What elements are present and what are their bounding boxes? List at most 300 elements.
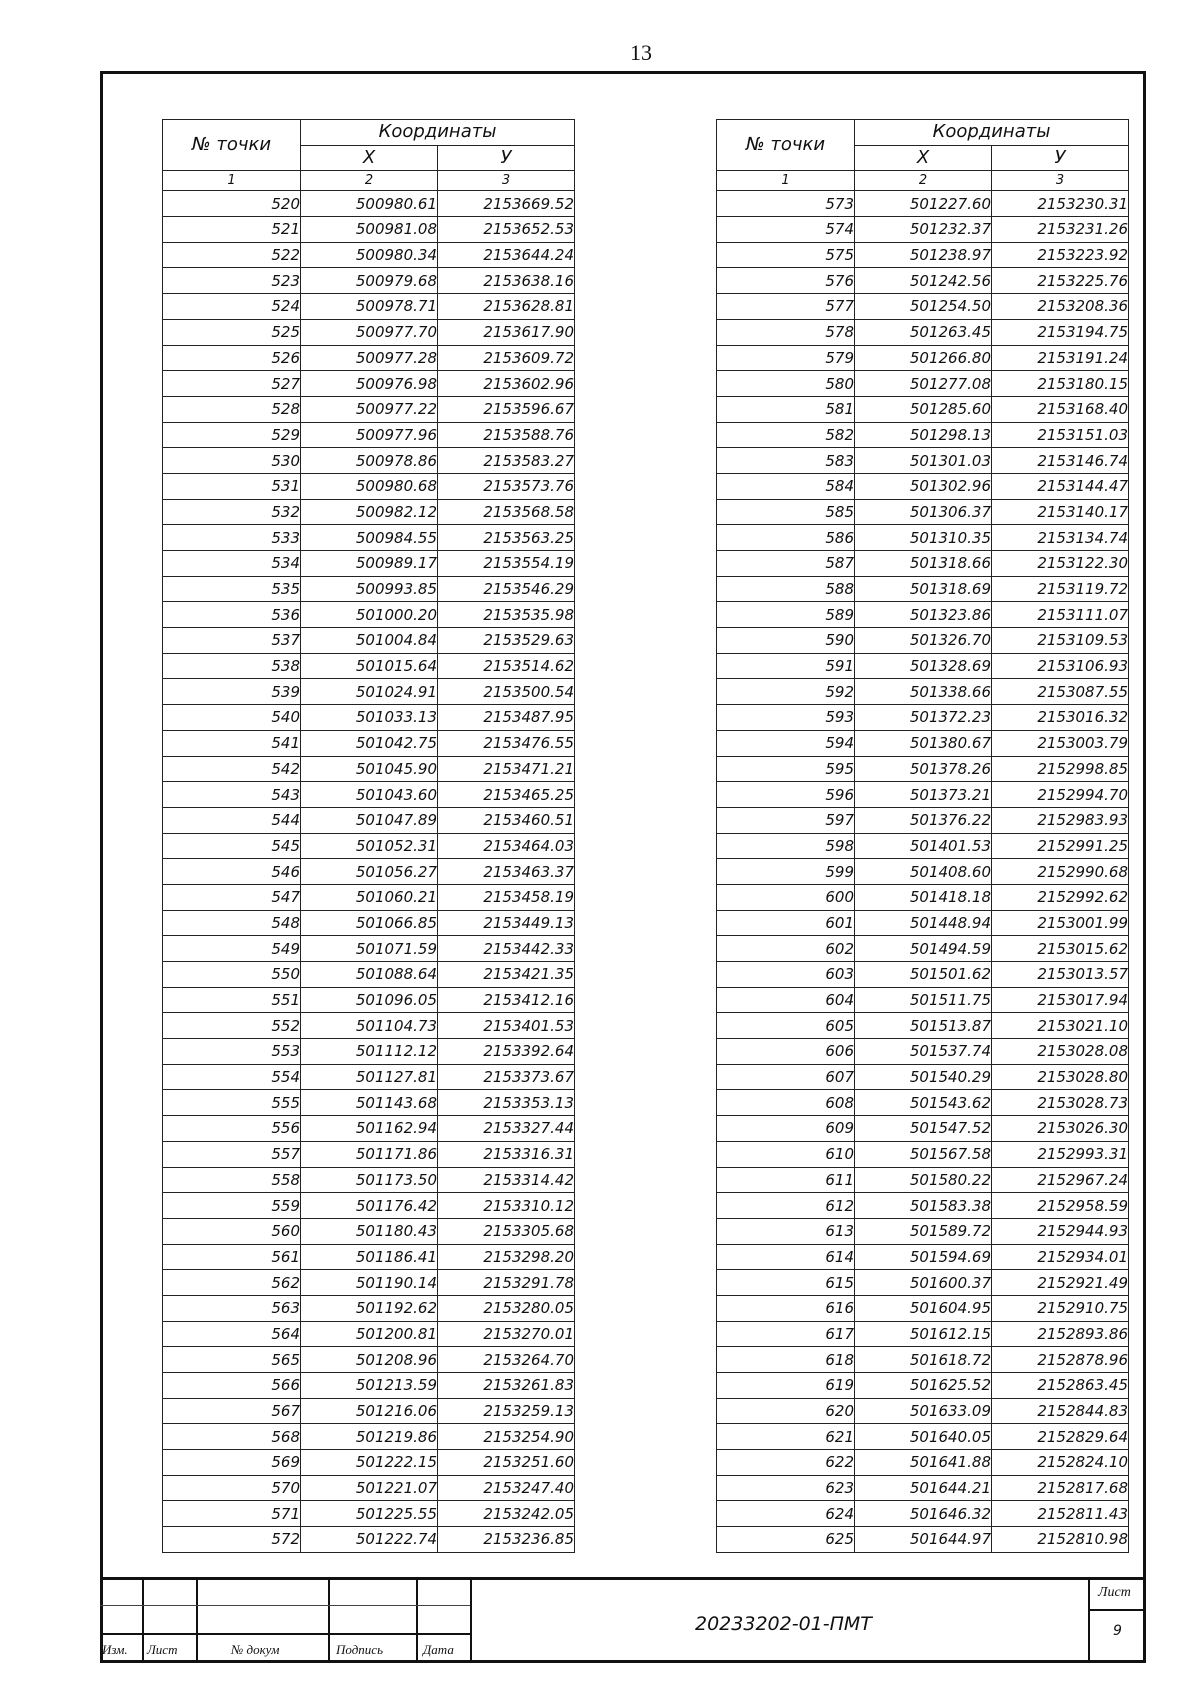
table-row: [717, 1244, 1129, 1270]
point-number-cell: 582: [717, 422, 855, 448]
table-row: [717, 1347, 1129, 1373]
header-x: X: [855, 145, 992, 171]
x-coordinate-cell: 501618.72: [855, 1347, 992, 1373]
point-number-cell: 618: [717, 1347, 855, 1373]
table-row: [717, 448, 1129, 474]
point-number-cell: 597: [717, 807, 855, 833]
header-point-number: № точки: [163, 120, 301, 171]
y-coordinate-cell: 2153514.62: [438, 653, 575, 679]
y-coordinate-cell: 2153609.72: [438, 345, 575, 371]
x-coordinate-cell: 501418.18: [855, 884, 992, 910]
y-coordinate-cell: 2152991.25: [992, 833, 1129, 859]
y-coordinate-cell: 2153554.19: [438, 551, 575, 577]
y-coordinate-cell: 2152810.98: [992, 1527, 1129, 1553]
table-row: [717, 1527, 1129, 1553]
y-coordinate-cell: 2153194.75: [992, 319, 1129, 345]
x-coordinate-cell: 501176.42: [301, 1193, 438, 1219]
y-coordinate-cell: 2153535.98: [438, 602, 575, 628]
point-number-cell: 620: [717, 1398, 855, 1424]
y-coordinate-cell: 2153458.19: [438, 884, 575, 910]
x-coordinate-cell: 501338.66: [855, 679, 992, 705]
table-row: [163, 1167, 575, 1193]
x-coordinate-cell: 501042.75: [301, 730, 438, 756]
x-coordinate-cell: 501543.62: [855, 1090, 992, 1116]
table-row: [717, 268, 1129, 294]
x-coordinate-cell: 501004.84: [301, 628, 438, 654]
y-coordinate-cell: 2152817.68: [992, 1475, 1129, 1501]
x-coordinate-cell: 501633.09: [855, 1398, 992, 1424]
x-coordinate-cell: 501372.23: [855, 705, 992, 731]
point-number-cell: 617: [717, 1321, 855, 1347]
x-coordinate-cell: 501612.15: [855, 1321, 992, 1347]
y-coordinate-cell: 2153013.57: [992, 962, 1129, 988]
y-coordinate-cell: 2153583.27: [438, 448, 575, 474]
table-row: [163, 242, 575, 268]
table-row: [717, 396, 1129, 422]
x-coordinate-cell: 501266.80: [855, 345, 992, 371]
point-number-cell: 526: [163, 345, 301, 371]
y-coordinate-cell: 2153442.33: [438, 936, 575, 962]
table-row: [717, 936, 1129, 962]
x-coordinate-cell: 501200.81: [301, 1321, 438, 1347]
table-row: [717, 191, 1129, 217]
y-coordinate-cell: 2153305.68: [438, 1218, 575, 1244]
point-number-cell: 608: [717, 1090, 855, 1116]
table-row: [717, 473, 1129, 499]
y-coordinate-cell: 2153314.42: [438, 1167, 575, 1193]
x-coordinate-cell: 501225.55: [301, 1501, 438, 1527]
point-number-cell: 535: [163, 576, 301, 602]
table-row: [717, 371, 1129, 397]
point-number-cell: 623: [717, 1475, 855, 1501]
table-row: [163, 1244, 575, 1270]
point-number-cell: 571: [163, 1501, 301, 1527]
table-row: [717, 1321, 1129, 1347]
table-row: [163, 551, 575, 577]
x-coordinate-cell: 501594.69: [855, 1244, 992, 1270]
x-coordinate-cell: 501190.14: [301, 1270, 438, 1296]
x-coordinate-cell: 500980.61: [301, 191, 438, 217]
point-number-cell: 584: [717, 473, 855, 499]
x-coordinate-cell: 501318.69: [855, 576, 992, 602]
point-number-cell: 538: [163, 653, 301, 679]
x-coordinate-cell: 501024.91: [301, 679, 438, 705]
y-coordinate-cell: 2152934.01: [992, 1244, 1129, 1270]
table-row: [717, 319, 1129, 345]
point-number-cell: 621: [717, 1424, 855, 1450]
point-number-cell: 551: [163, 987, 301, 1013]
point-number-cell: 555: [163, 1090, 301, 1116]
point-number-cell: 595: [717, 756, 855, 782]
y-coordinate-cell: 2153001.99: [992, 910, 1129, 936]
table-row: [717, 1295, 1129, 1321]
table-row: [163, 884, 575, 910]
x-coordinate-cell: 501232.37: [855, 217, 992, 243]
point-number-cell: 570: [163, 1475, 301, 1501]
y-coordinate-cell: 2153476.55: [438, 730, 575, 756]
point-number-cell: 593: [717, 705, 855, 731]
table-row: [163, 1450, 575, 1476]
header-coordinates: Координаты: [301, 120, 575, 146]
y-coordinate-cell: 2153602.96: [438, 371, 575, 397]
table-row: [163, 1090, 575, 1116]
y-coordinate-cell: 2153208.36: [992, 294, 1129, 320]
x-coordinate-cell: 500981.08: [301, 217, 438, 243]
y-coordinate-cell: 2152994.70: [992, 782, 1129, 808]
x-coordinate-cell: 501373.21: [855, 782, 992, 808]
point-number-cell: 520: [163, 191, 301, 217]
point-number-cell: 541: [163, 730, 301, 756]
y-coordinate-cell: 2153464.03: [438, 833, 575, 859]
x-coordinate-cell: 501222.15: [301, 1450, 438, 1476]
table-row: [717, 1064, 1129, 1090]
point-number-cell: 611: [717, 1167, 855, 1193]
y-coordinate-cell: 2153146.74: [992, 448, 1129, 474]
table-row: [717, 1218, 1129, 1244]
table-row: [717, 1167, 1129, 1193]
point-number-cell: 610: [717, 1141, 855, 1167]
y-coordinate-cell: 2153573.76: [438, 473, 575, 499]
y-coordinate-cell: 2153373.67: [438, 1064, 575, 1090]
y-coordinate-cell: 2152992.62: [992, 884, 1129, 910]
x-coordinate-cell: 501326.70: [855, 628, 992, 654]
table-row: [163, 936, 575, 962]
table-row: [163, 448, 575, 474]
table-row: [717, 1116, 1129, 1142]
table-row: [163, 1218, 575, 1244]
point-number-cell: 528: [163, 396, 301, 422]
x-coordinate-cell: 501127.81: [301, 1064, 438, 1090]
x-coordinate-cell: 501301.03: [855, 448, 992, 474]
point-number-cell: 590: [717, 628, 855, 654]
y-coordinate-cell: 2153529.63: [438, 628, 575, 654]
y-coordinate-cell: 2153106.93: [992, 653, 1129, 679]
y-coordinate-cell: 2153316.31: [438, 1141, 575, 1167]
table-row: [163, 910, 575, 936]
point-number-cell: 602: [717, 936, 855, 962]
table-row: [717, 1450, 1129, 1476]
y-coordinate-cell: 2153644.24: [438, 242, 575, 268]
table-row: [163, 1193, 575, 1219]
x-coordinate-cell: 501501.62: [855, 962, 992, 988]
point-number-cell: 529: [163, 422, 301, 448]
point-number-cell: 574: [717, 217, 855, 243]
x-coordinate-cell: 501328.69: [855, 653, 992, 679]
y-coordinate-cell: 2153463.37: [438, 859, 575, 885]
x-coordinate-cell: 500989.17: [301, 551, 438, 577]
y-coordinate-cell: 2153242.05: [438, 1501, 575, 1527]
table-row: [163, 807, 575, 833]
table-row: [163, 345, 575, 371]
table-row: [717, 1475, 1129, 1501]
table-row: [717, 217, 1129, 243]
point-number-cell: 542: [163, 756, 301, 782]
y-coordinate-cell: 2153568.58: [438, 499, 575, 525]
y-coordinate-cell: 2153471.21: [438, 756, 575, 782]
y-coordinate-cell: 2152983.93: [992, 807, 1129, 833]
column-index-2: 2: [301, 171, 438, 191]
x-coordinate-cell: 501376.22: [855, 807, 992, 833]
table-row: [717, 653, 1129, 679]
x-coordinate-cell: 501043.60: [301, 782, 438, 808]
x-coordinate-cell: 501646.32: [855, 1501, 992, 1527]
table-row: [163, 602, 575, 628]
table-row: [163, 859, 575, 885]
y-coordinate-cell: 2153487.95: [438, 705, 575, 731]
x-coordinate-cell: 501604.95: [855, 1295, 992, 1321]
coordinates-table-left: [162, 119, 575, 1553]
table-row: [717, 1501, 1129, 1527]
x-coordinate-cell: 501180.43: [301, 1218, 438, 1244]
x-coordinate-cell: 501066.85: [301, 910, 438, 936]
table-row: [163, 1373, 575, 1399]
x-coordinate-cell: 500978.86: [301, 448, 438, 474]
table-row: [163, 1116, 575, 1142]
y-coordinate-cell: 2152878.96: [992, 1347, 1129, 1373]
point-number-cell: 594: [717, 730, 855, 756]
x-coordinate-cell: 500980.68: [301, 473, 438, 499]
table-row: [163, 1039, 575, 1065]
point-number-cell: 578: [717, 319, 855, 345]
y-coordinate-cell: 2152993.31: [992, 1141, 1129, 1167]
x-coordinate-cell: 501222.74: [301, 1527, 438, 1553]
y-coordinate-cell: 2153122.30: [992, 551, 1129, 577]
table-row: [717, 987, 1129, 1013]
y-coordinate-cell: 2153021.10: [992, 1013, 1129, 1039]
y-coordinate-cell: 2153310.12: [438, 1193, 575, 1219]
point-number-cell: 572: [163, 1527, 301, 1553]
x-coordinate-cell: 501060.21: [301, 884, 438, 910]
point-number-cell: 546: [163, 859, 301, 885]
x-coordinate-cell: 501263.45: [855, 319, 992, 345]
y-coordinate-cell: 2153180.15: [992, 371, 1129, 397]
point-number-cell: 527: [163, 371, 301, 397]
y-coordinate-cell: 2153247.40: [438, 1475, 575, 1501]
y-coordinate-cell: 2153500.54: [438, 679, 575, 705]
y-coordinate-cell: 2152967.24: [992, 1167, 1129, 1193]
point-number-cell: 561: [163, 1244, 301, 1270]
point-number-cell: 548: [163, 910, 301, 936]
x-coordinate-cell: 501302.96: [855, 473, 992, 499]
point-number-cell: 568: [163, 1424, 301, 1450]
x-coordinate-cell: 501583.38: [855, 1193, 992, 1219]
table-row: [163, 191, 575, 217]
table-row: [163, 1295, 575, 1321]
table-row: [717, 756, 1129, 782]
table-row: [717, 884, 1129, 910]
x-coordinate-cell: 501015.64: [301, 653, 438, 679]
x-coordinate-cell: 501644.97: [855, 1527, 992, 1553]
table-row: [717, 602, 1129, 628]
table-row: [717, 859, 1129, 885]
point-number-cell: 563: [163, 1295, 301, 1321]
y-coordinate-cell: 2153261.83: [438, 1373, 575, 1399]
table-row: [717, 1373, 1129, 1399]
x-coordinate-cell: 501045.90: [301, 756, 438, 782]
table-row: [717, 833, 1129, 859]
header-y: У: [438, 145, 575, 171]
table-row: [717, 1193, 1129, 1219]
table-row: [163, 705, 575, 731]
table-row: [717, 962, 1129, 988]
y-coordinate-cell: 2152844.83: [992, 1398, 1129, 1424]
point-number-cell: 549: [163, 936, 301, 962]
y-coordinate-cell: 2153191.24: [992, 345, 1129, 371]
y-coordinate-cell: 2153291.78: [438, 1270, 575, 1296]
y-coordinate-cell: 2153259.13: [438, 1398, 575, 1424]
point-number-cell: 624: [717, 1501, 855, 1527]
y-coordinate-cell: 2153151.03: [992, 422, 1129, 448]
y-coordinate-cell: 2153298.20: [438, 1244, 575, 1270]
point-number-cell: 615: [717, 1270, 855, 1296]
y-coordinate-cell: 2152863.45: [992, 1373, 1129, 1399]
point-number-cell: 612: [717, 1193, 855, 1219]
stamp-label-izm: Изм.: [102, 1642, 128, 1657]
x-coordinate-cell: 501143.68: [301, 1090, 438, 1116]
table-row: [717, 1013, 1129, 1039]
point-number-cell: 619: [717, 1373, 855, 1399]
point-number-cell: 559: [163, 1193, 301, 1219]
point-number-cell: 625: [717, 1527, 855, 1553]
point-number-cell: 530: [163, 448, 301, 474]
y-coordinate-cell: 2153596.67: [438, 396, 575, 422]
column-index-2: 2: [855, 171, 992, 191]
point-number-cell: 532: [163, 499, 301, 525]
y-coordinate-cell: 2153421.35: [438, 962, 575, 988]
x-coordinate-cell: 501318.66: [855, 551, 992, 577]
y-coordinate-cell: 2153015.62: [992, 936, 1129, 962]
x-coordinate-cell: 501378.26: [855, 756, 992, 782]
x-coordinate-cell: 501216.06: [301, 1398, 438, 1424]
y-coordinate-cell: 2153140.17: [992, 499, 1129, 525]
table-row: [163, 1527, 575, 1553]
x-coordinate-cell: 501511.75: [855, 987, 992, 1013]
table-row: [163, 294, 575, 320]
y-coordinate-cell: 2153168.40: [992, 396, 1129, 422]
x-coordinate-cell: 501600.37: [855, 1270, 992, 1296]
table-row: [717, 242, 1129, 268]
y-coordinate-cell: 2153109.53: [992, 628, 1129, 654]
point-number-cell: 616: [717, 1295, 855, 1321]
point-number-cell: 598: [717, 833, 855, 859]
table-row: [163, 422, 575, 448]
point-number-cell: 613: [717, 1218, 855, 1244]
point-number-cell: 589: [717, 602, 855, 628]
table-row: [163, 525, 575, 551]
table-row: [163, 1321, 575, 1347]
point-number-cell: 547: [163, 884, 301, 910]
title-block: [100, 1577, 1146, 1663]
y-coordinate-cell: 2153017.94: [992, 987, 1129, 1013]
table-row: [163, 473, 575, 499]
table-row: [163, 1424, 575, 1450]
point-number-cell: 579: [717, 345, 855, 371]
point-number-cell: 587: [717, 551, 855, 577]
table-row: [717, 1424, 1129, 1450]
y-coordinate-cell: 2153652.53: [438, 217, 575, 243]
y-coordinate-cell: 2153280.05: [438, 1295, 575, 1321]
y-coordinate-cell: 2153617.90: [438, 319, 575, 345]
sheet-number: 9: [1113, 1623, 1122, 1639]
x-coordinate-cell: 501000.20: [301, 602, 438, 628]
x-coordinate-cell: 501277.08: [855, 371, 992, 397]
point-number-cell: 550: [163, 962, 301, 988]
point-number-cell: 588: [717, 576, 855, 602]
y-coordinate-cell: 2152893.86: [992, 1321, 1129, 1347]
table-row: [163, 962, 575, 988]
y-coordinate-cell: 2153460.51: [438, 807, 575, 833]
x-coordinate-cell: 501625.52: [855, 1373, 992, 1399]
point-number-cell: 622: [717, 1450, 855, 1476]
point-number-cell: 599: [717, 859, 855, 885]
point-number-cell: 567: [163, 1398, 301, 1424]
point-number-cell: 605: [717, 1013, 855, 1039]
y-coordinate-cell: 2153588.76: [438, 422, 575, 448]
x-coordinate-cell: 500977.70: [301, 319, 438, 345]
y-coordinate-cell: 2152944.93: [992, 1218, 1129, 1244]
point-number-cell: 524: [163, 294, 301, 320]
table-row: [163, 1475, 575, 1501]
column-index-3: 3: [992, 171, 1129, 191]
y-coordinate-cell: 2153028.80: [992, 1064, 1129, 1090]
stamp-label-date: Дата: [423, 1642, 454, 1657]
y-coordinate-cell: 2153638.16: [438, 268, 575, 294]
point-number-cell: 565: [163, 1347, 301, 1373]
point-number-cell: 586: [717, 525, 855, 551]
table-row: [163, 319, 575, 345]
table-row: [163, 730, 575, 756]
y-coordinate-cell: 2153327.44: [438, 1116, 575, 1142]
x-coordinate-cell: 501254.50: [855, 294, 992, 320]
x-coordinate-cell: 501242.56: [855, 268, 992, 294]
x-coordinate-cell: 501380.67: [855, 730, 992, 756]
x-coordinate-cell: 501285.60: [855, 396, 992, 422]
x-coordinate-cell: 501547.52: [855, 1116, 992, 1142]
table-row: [163, 396, 575, 422]
point-number-cell: 523: [163, 268, 301, 294]
x-coordinate-cell: 501494.59: [855, 936, 992, 962]
x-coordinate-cell: 501208.96: [301, 1347, 438, 1373]
point-number-cell: 606: [717, 1039, 855, 1065]
x-coordinate-cell: 501580.22: [855, 1167, 992, 1193]
table-row: [717, 1039, 1129, 1065]
y-coordinate-cell: 2153230.31: [992, 191, 1129, 217]
x-coordinate-cell: 501162.94: [301, 1116, 438, 1142]
y-coordinate-cell: 2153134.74: [992, 525, 1129, 551]
table-row: [163, 268, 575, 294]
x-coordinate-cell: 501227.60: [855, 191, 992, 217]
x-coordinate-cell: 500979.68: [301, 268, 438, 294]
y-coordinate-cell: 2152921.49: [992, 1270, 1129, 1296]
point-number-cell: 577: [717, 294, 855, 320]
point-number-cell: 607: [717, 1064, 855, 1090]
x-coordinate-cell: 501513.87: [855, 1013, 992, 1039]
point-number-cell: 576: [717, 268, 855, 294]
y-coordinate-cell: 2152824.10: [992, 1450, 1129, 1476]
table-row: [717, 1090, 1129, 1116]
x-coordinate-cell: 501088.64: [301, 962, 438, 988]
x-coordinate-cell: 500976.98: [301, 371, 438, 397]
y-coordinate-cell: 2153028.08: [992, 1039, 1129, 1065]
x-coordinate-cell: 501192.62: [301, 1295, 438, 1321]
table-row: [717, 1141, 1129, 1167]
column-index-1: 1: [717, 171, 855, 191]
table-row: [163, 782, 575, 808]
x-coordinate-cell: 500993.85: [301, 576, 438, 602]
x-coordinate-cell: 500977.22: [301, 396, 438, 422]
header-coordinates: Координаты: [855, 120, 1129, 146]
x-coordinate-cell: 501186.41: [301, 1244, 438, 1270]
